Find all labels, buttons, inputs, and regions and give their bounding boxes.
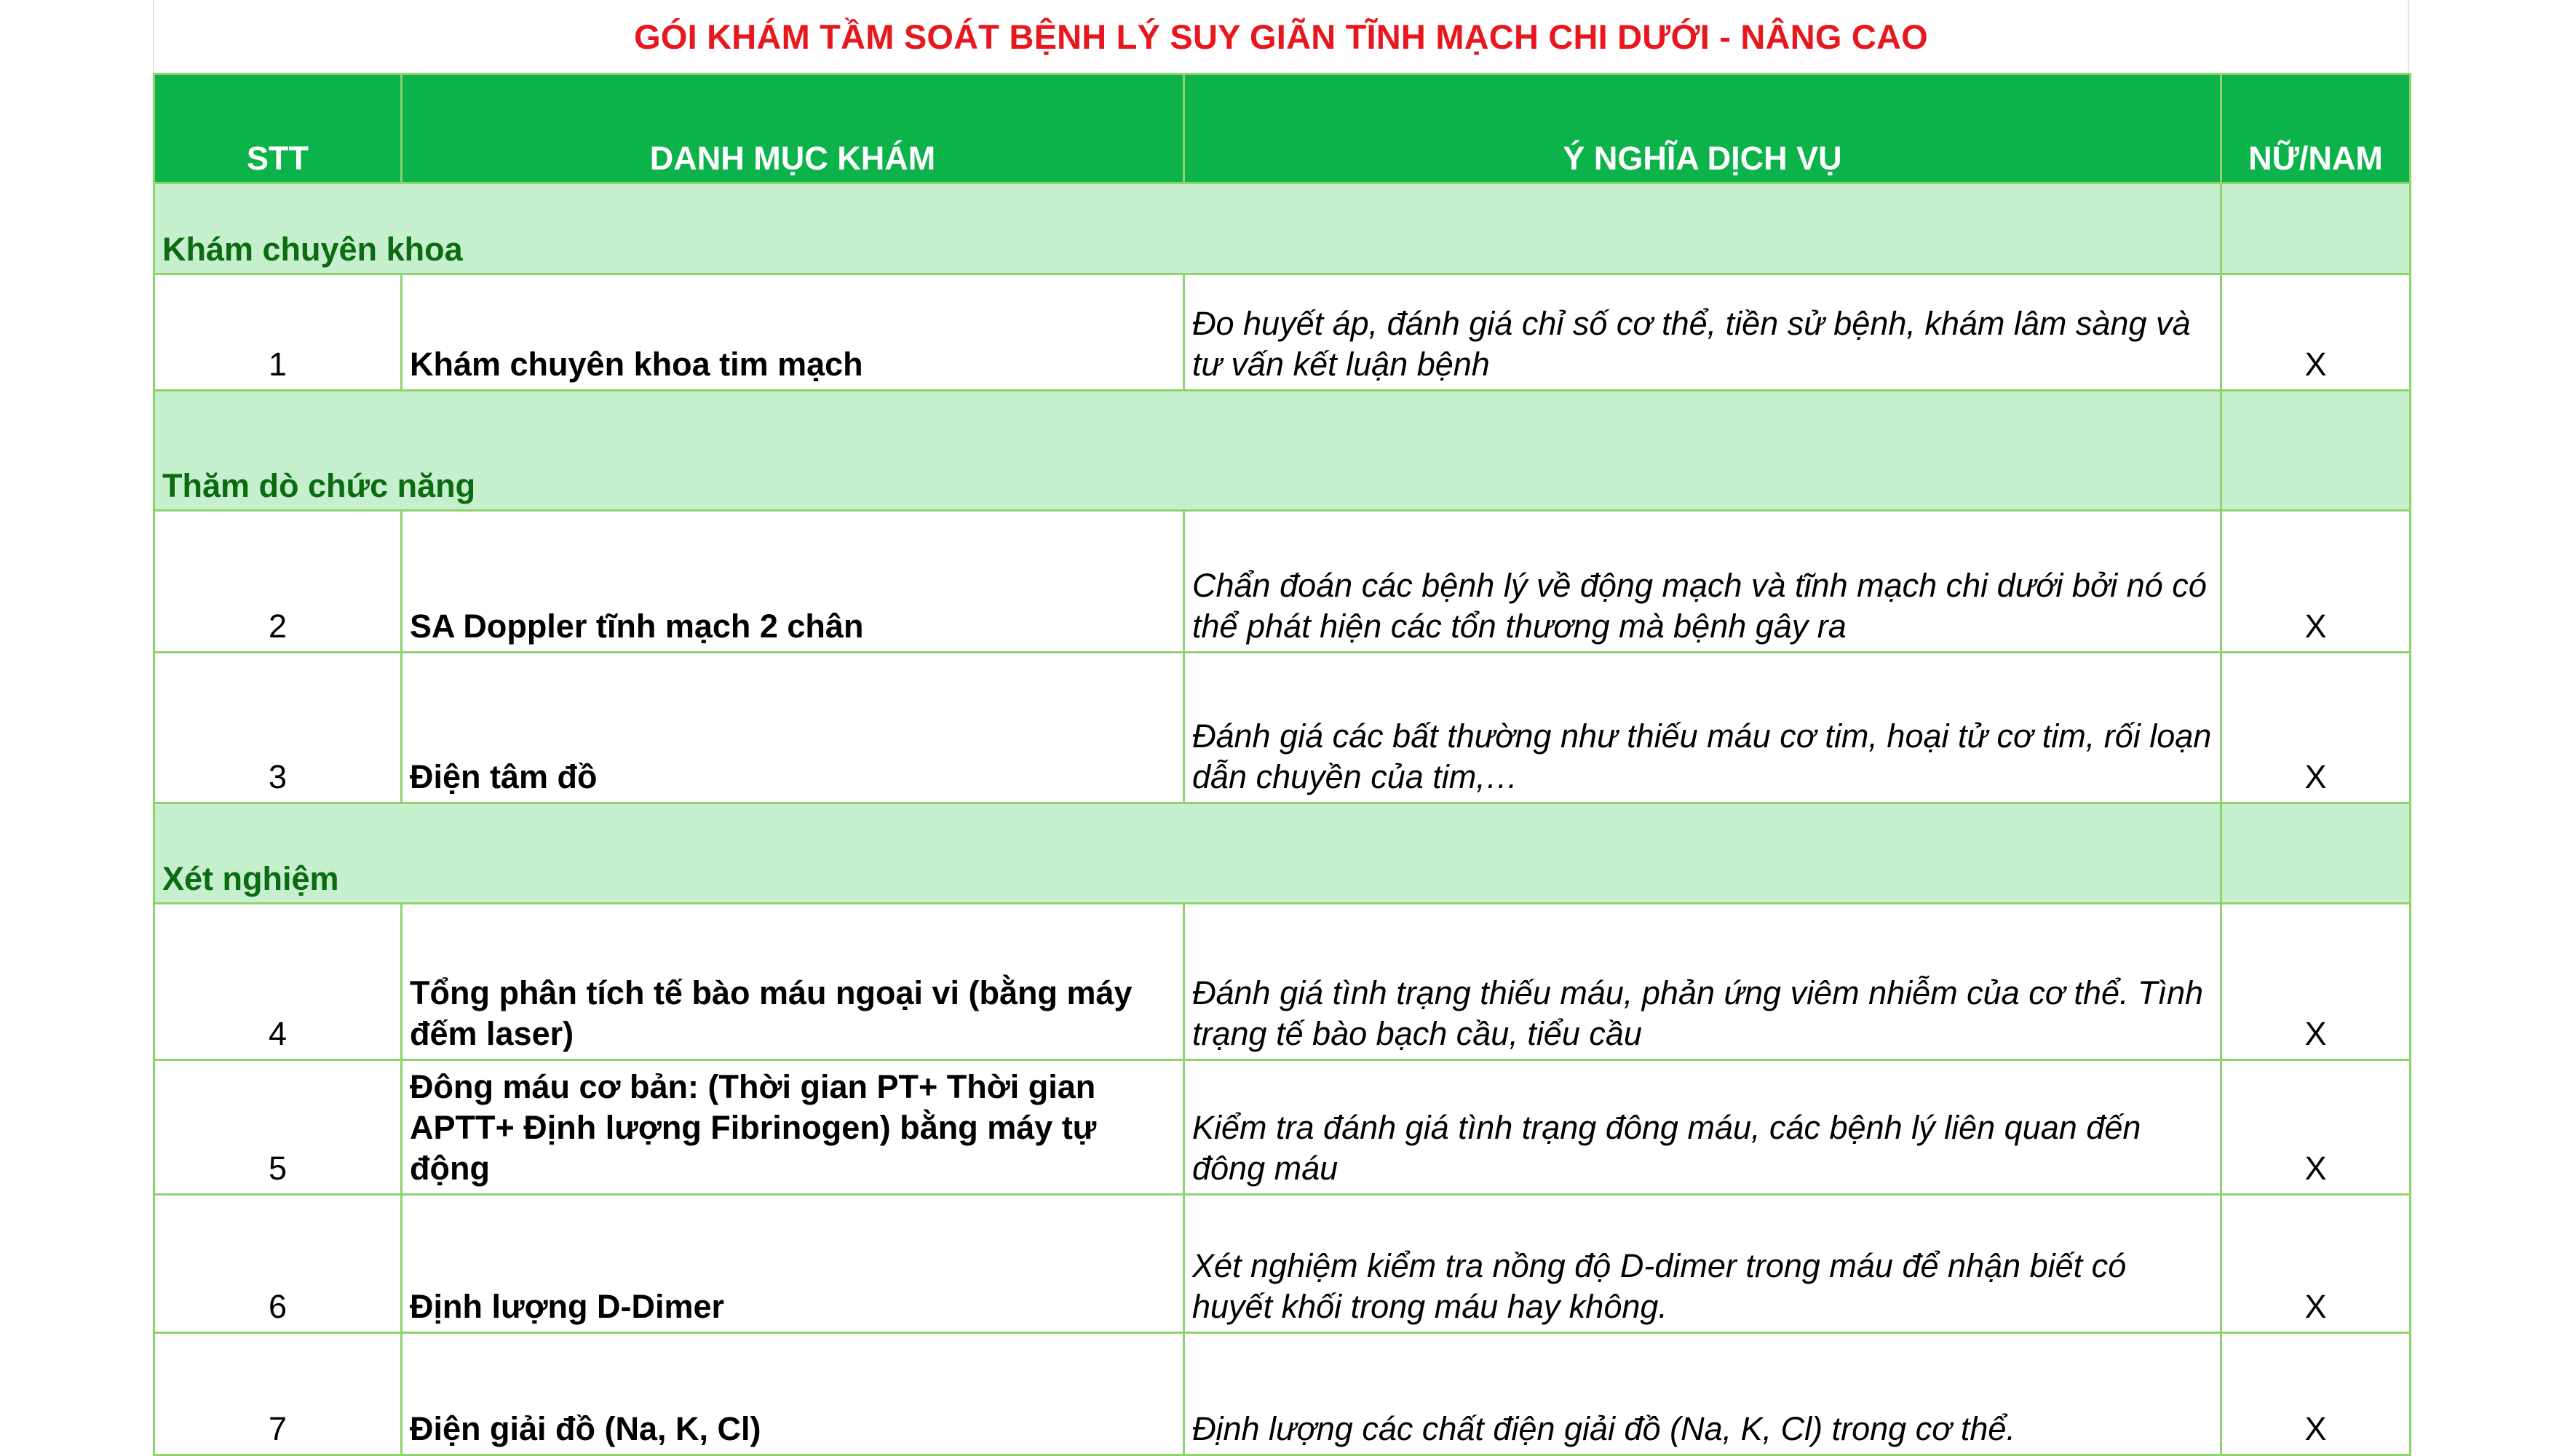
section-row <box>154 803 2411 904</box>
service-desc-cell: Chẩn đoán các bệnh lý về động mạch và tĩnh mạch chi dưới bởi nó có thể phát hiện các tổn thương mà bệnh gây ra <box>1184 511 2221 653</box>
header-stt: STT <box>154 74 402 183</box>
table-row <box>154 1060 2411 1195</box>
stt-cell: 4 <box>154 904 402 1060</box>
stt-cell: 2 <box>154 511 402 653</box>
section-label: Khám chuyên khoa <box>154 183 2221 274</box>
section-label: Thăm dò chức năng <box>154 391 2221 511</box>
service-desc-cell: Định lượng các chất điện giải đồ (Na, K, Cl) trong cơ thể. <box>1184 1333 2221 1455</box>
page-title: GÓI KHÁM TẦM SOÁT BỆNH LÝ SUY GIÃN TĨNH MẠCH CHI DƯỚI - NÂNG CAO <box>634 17 1928 56</box>
service-name-cell: Định lượng D-Dimer <box>402 1195 1184 1333</box>
header-desc: Ý NGHĨA DỊCH VỤ <box>1184 74 2221 183</box>
stt-cell: 3 <box>154 653 402 803</box>
gender-mark-cell: X <box>2221 653 2411 803</box>
service-name-cell: Tổng phân tích tế bào máu ngoại vi (bằng máy đếm laser) <box>402 904 1184 1060</box>
service-desc-cell: Đo huyết áp, đánh giá chỉ số cơ thể, tiền sử bệnh, khám lâm sàng và tư vấn kết luận bệnh <box>1184 274 2221 391</box>
section-row <box>154 183 2411 274</box>
gender-mark-cell: X <box>2221 904 2411 1060</box>
table-row <box>154 1195 2411 1333</box>
section-row <box>154 391 2411 511</box>
service-desc-cell: Đánh giá các bất thường như thiếu máu cơ tim, hoại tử cơ tim, rối loạn dẫn chuyền của tim,… <box>1184 653 2221 803</box>
table-row <box>154 511 2411 653</box>
gender-mark-cell: X <box>2221 1060 2411 1195</box>
service-desc-cell: Đánh giá tình trạng thiếu máu, phản ứng viêm nhiễm của cơ thể. Tình trạng tế bào bạch cầu, tiểu cầu <box>1184 904 2221 1060</box>
header-sex: NỮ/NAM <box>2221 74 2411 183</box>
table-row <box>154 274 2411 391</box>
section-label: Xét nghiệm <box>154 803 2221 904</box>
gender-mark-cell: X <box>2221 511 2411 653</box>
section-blank-cell <box>2221 391 2411 511</box>
service-name-cell: Đông máu cơ bản: (Thời gian PT+ Thời gian APTT+ Định lượng Fibrinogen) bằng máy tự động <box>402 1060 1184 1195</box>
service-desc-cell: Kiểm tra đánh giá tình trạng đông máu, các bệnh lý liên quan đến đông máu <box>1184 1060 2221 1195</box>
services-table <box>153 73 2411 1456</box>
service-desc-cell: Xét nghiệm kiểm tra nồng độ D-dimer trong máu để nhận biết có huyết khối trong máu hay không. <box>1184 1195 2221 1333</box>
table-row <box>154 1333 2411 1455</box>
header-name: DANH MỤC KHÁM <box>402 74 1184 183</box>
stt-cell: 5 <box>154 1060 402 1195</box>
table-header-row <box>154 74 2411 183</box>
service-name-cell: Điện tâm đồ <box>402 653 1184 803</box>
section-blank-cell <box>2221 803 2411 904</box>
table-row <box>154 653 2411 803</box>
service-name-cell: Khám chuyên khoa tim mạch <box>402 274 1184 391</box>
gender-mark-cell: X <box>2221 1333 2411 1455</box>
table-row <box>154 904 2411 1060</box>
gender-mark-cell: X <box>2221 274 2411 391</box>
stt-cell: 1 <box>154 274 402 391</box>
stt-cell: 7 <box>154 1333 402 1455</box>
section-blank-cell <box>2221 183 2411 274</box>
service-name-cell: SA Doppler tĩnh mạch 2 chân <box>402 511 1184 653</box>
stt-cell: 6 <box>154 1195 402 1333</box>
gender-mark-cell: X <box>2221 1195 2411 1333</box>
service-name-cell: Điện giải đồ (Na, K, Cl) <box>402 1333 1184 1455</box>
